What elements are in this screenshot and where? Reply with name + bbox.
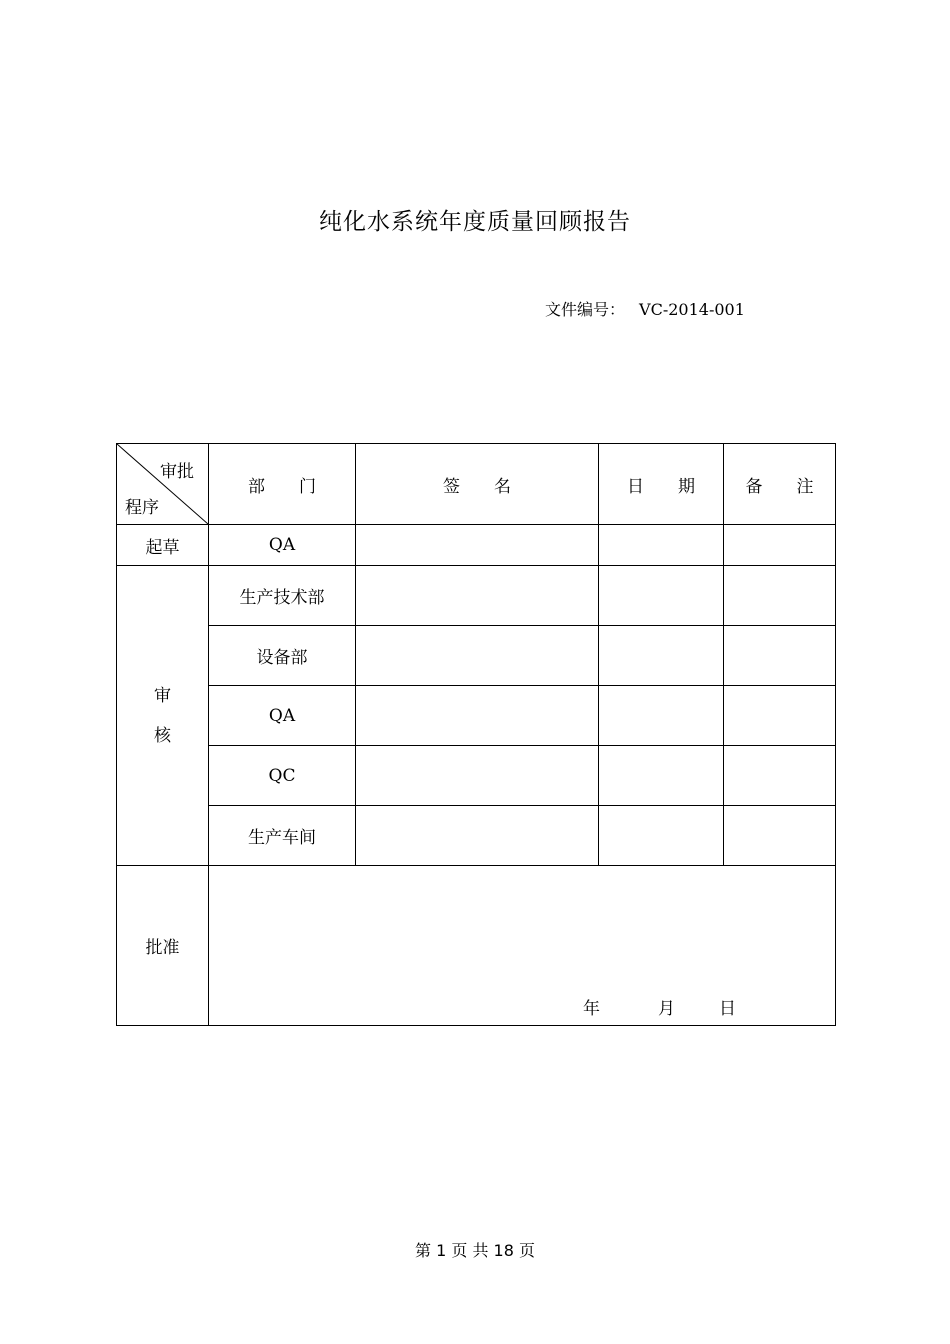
review-remark-field[interactable] xyxy=(724,746,836,806)
draft-date-field[interactable] xyxy=(599,525,724,566)
review-department: QC xyxy=(209,746,356,806)
review-row xyxy=(117,686,836,746)
header-signature: 签 名 xyxy=(356,444,599,525)
review-date-field[interactable] xyxy=(599,626,724,686)
review-date-field[interactable] xyxy=(599,746,724,806)
draft-stage: 起草 xyxy=(117,525,209,566)
header-diagonal-cell xyxy=(117,444,209,525)
document-number-label: 文件编号： xyxy=(545,300,626,319)
header-department: 部 门 xyxy=(209,444,356,525)
review-department: 生产车间 xyxy=(209,806,356,866)
approve-stage: 批准 xyxy=(117,866,209,1026)
review-signature-field[interactable] xyxy=(356,626,599,686)
header-remark: 备 注 xyxy=(724,444,836,525)
review-date-field[interactable] xyxy=(599,686,724,746)
review-row xyxy=(117,626,836,686)
review-signature-field[interactable] xyxy=(356,746,599,806)
review-row xyxy=(117,806,836,866)
review-signature-field[interactable] xyxy=(356,566,599,626)
review-date-field[interactable] xyxy=(599,566,724,626)
review-row xyxy=(117,566,836,626)
approve-month-label: 月 xyxy=(658,999,675,1019)
header-date: 日 期 xyxy=(599,444,724,525)
approve-date-line xyxy=(583,994,736,1019)
draft-row xyxy=(117,525,836,566)
document-number-value: VC-2014-001 xyxy=(639,300,745,319)
review-stage xyxy=(117,566,209,866)
review-signature-field[interactable] xyxy=(356,686,599,746)
header-approval-label: 审批 xyxy=(160,462,194,482)
review-remark-field[interactable] xyxy=(724,806,836,866)
draft-department: QA xyxy=(209,525,356,566)
approval-table xyxy=(116,443,836,1026)
review-department: QA xyxy=(209,686,356,746)
approve-signature-area[interactable] xyxy=(209,866,836,1026)
approve-day-label: 日 xyxy=(719,999,736,1019)
review-stage-line1: 审 xyxy=(154,685,171,706)
review-stage-line2: 核 xyxy=(154,725,171,746)
review-department: 生产技术部 xyxy=(209,566,356,626)
header-row xyxy=(117,444,836,525)
page-footer: 第 1 页 共 18 页 xyxy=(415,1241,535,1260)
review-date-field[interactable] xyxy=(599,806,724,866)
review-remark-field[interactable] xyxy=(724,566,836,626)
document-number xyxy=(545,297,745,320)
review-department: 设备部 xyxy=(209,626,356,686)
review-remark-field[interactable] xyxy=(724,626,836,686)
header-procedure-label: 程序 xyxy=(125,498,159,518)
review-row xyxy=(117,746,836,806)
draft-remark-field[interactable] xyxy=(724,525,836,566)
review-signature-field[interactable] xyxy=(356,806,599,866)
document-title: 纯化水系统年度质量回顾报告 xyxy=(319,209,631,235)
draft-signature-field[interactable] xyxy=(356,525,599,566)
review-remark-field[interactable] xyxy=(724,686,836,746)
approve-year-label: 年 xyxy=(583,999,600,1019)
approve-row xyxy=(117,866,836,1026)
